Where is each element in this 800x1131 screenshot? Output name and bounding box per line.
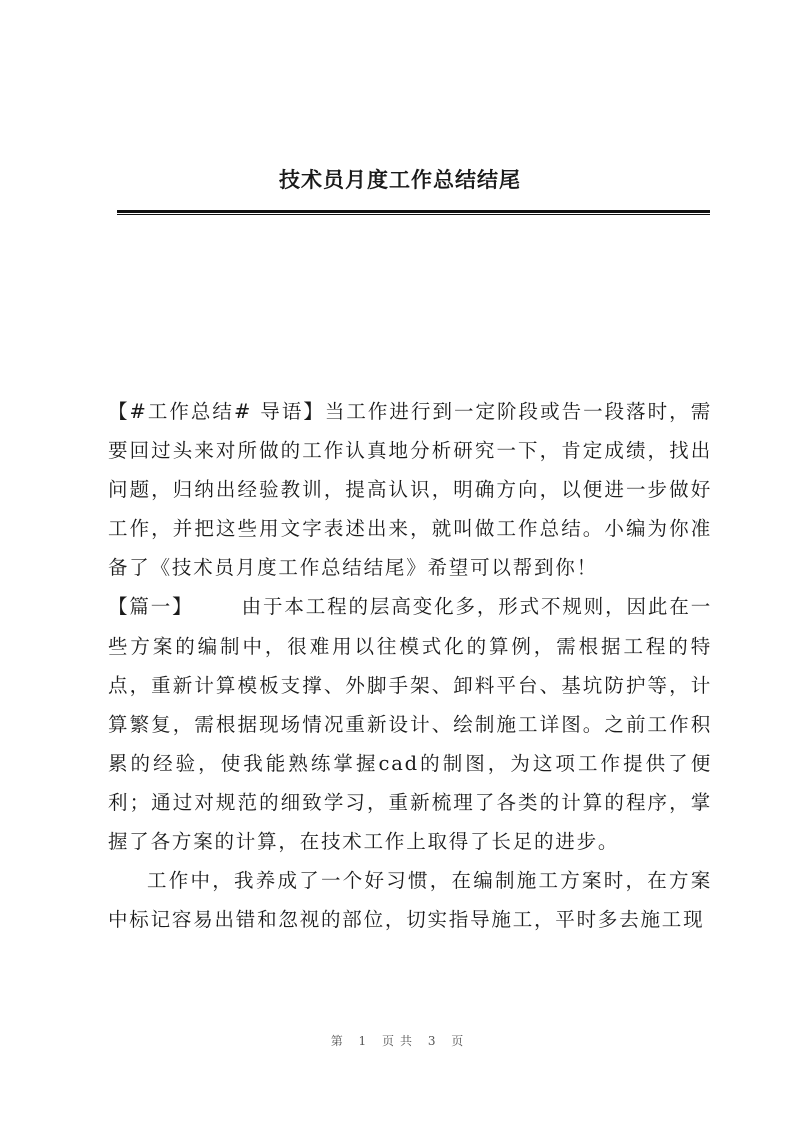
document-title: 技术员月度工作总结结尾	[279, 168, 521, 192]
document-body	[108, 392, 712, 939]
section-one-paragraph	[108, 587, 712, 861]
section-one-text: 由于本工程的层高变化多，形式不规则，因此在一些方案的编制中，很难用以往模式化的算例，需根据工程的特点，重新计算模板支撑、外脚手架、卸料平台、基坑防护等，计算繁复，需根据现场情况重新设计、绘制施工详图。之前工作积累的经验，使我能熟练掌握cad的制图，为这项工作提供了便利；通过对规范的细致学习，重新梳理了各类的计算的程序，掌握了各方案的计算，在技术工作上取得了长足的进步。	[108, 595, 712, 854]
section-one-label: 【篇一】	[108, 595, 194, 619]
second-paragraph: 工作中，我养成了一个好习惯，在编制施工方案时，在方案中标记容易出错和忽视的部位，切实指导施工，平时多去施工现	[108, 869, 712, 932]
page-number-footer: 第 1 页共 3 页	[330, 1034, 470, 1048]
title-underline	[117, 210, 710, 215]
intro-paragraph: 【#工作总结# 导语】当工作进行到一定阶段或告一段落时，需要回过头来对所做的工作认真地分析研究一下，肯定成绩，找出问题，归纳出经验教训，提高认识，明确方向，以便进一步做好工作，并把这些用文字表述出来，就叫做工作总结。小编为你准备了《技术员月度工作总结结尾》希望可以帮到你！	[108, 400, 712, 580]
